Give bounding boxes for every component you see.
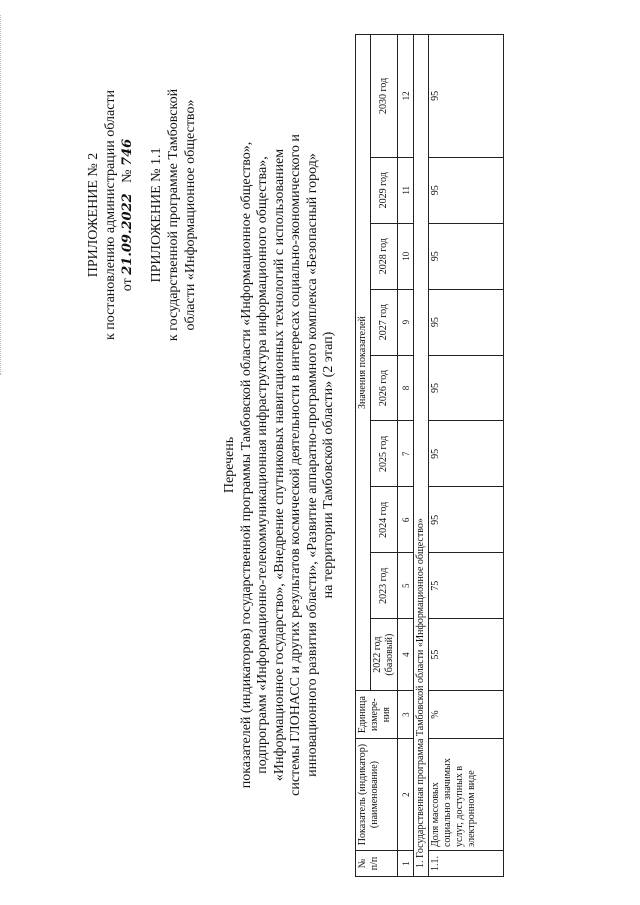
appendix-header: [85, 85, 199, 345]
row-unit: %: [429, 691, 504, 739]
column-number: 8: [398, 355, 414, 421]
header-year: 2029 год: [371, 157, 398, 223]
column-number: 9: [398, 289, 414, 355]
date-prefix: от: [120, 278, 135, 292]
column-number: 10: [398, 223, 414, 289]
column-number: 12: [398, 35, 414, 158]
column-number: 2: [398, 739, 414, 851]
header-num: № п/п: [356, 851, 398, 877]
decree-date: 21.09.2022: [120, 193, 135, 275]
column-number-row: [398, 35, 414, 877]
row-num: 1.1.: [429, 851, 504, 877]
row-value: 95: [429, 421, 504, 487]
header-year: 2030 год: [371, 35, 398, 158]
decree-number: 746: [120, 138, 135, 166]
header-values-group: Значения показателей: [356, 35, 371, 691]
section-title: 1. Государственная программа Тамбовской области «Информационное общество»: [414, 35, 429, 877]
row-value: 95: [429, 355, 504, 421]
column-number: 7: [398, 421, 414, 487]
title-heading: Перечень: [222, 436, 237, 494]
header-indicator: Показатель (индикатор) (наименование): [356, 739, 398, 851]
header-year: 2022 год (базовый): [371, 619, 398, 691]
header-year: 2027 год: [371, 289, 398, 355]
column-number: 1: [398, 851, 414, 877]
column-number: 6: [398, 487, 414, 553]
decree-date-line: [119, 85, 136, 345]
header-year: 2024 год: [371, 487, 398, 553]
program-line-2: области «Информационное общество»: [183, 99, 198, 331]
column-number: 4: [398, 619, 414, 691]
table-row: [429, 35, 504, 877]
column-number: 11: [398, 157, 414, 223]
decree-line: к постановлению администрации области: [103, 89, 118, 341]
appendix-2-title: ПРИЛОЖЕНИЕ № 2: [86, 152, 101, 278]
document-title: [222, 55, 338, 875]
title-line: подпрограмм «Информационно-телекоммуникационная инфраструктура информационного общества»,: [255, 156, 270, 774]
title-line: системы ГЛОНАСС и других результатов космической деятельности в интересах социально-экономического и: [288, 134, 303, 796]
header-year: 2023 год: [371, 553, 398, 619]
number-prefix: №: [120, 169, 135, 183]
row-value: 95: [429, 223, 504, 289]
appendix-1-1-title: ПРИЛОЖЕНИЕ № 1.1: [149, 147, 164, 283]
row-value: 95: [429, 487, 504, 553]
header-year: 2028 год: [371, 223, 398, 289]
row-value: 55: [429, 619, 504, 691]
row-value: 95: [429, 157, 504, 223]
header-row: [356, 35, 371, 877]
title-line: «Информационное государство», «Внедрение спутниковых навигационных технологий с использованием: [271, 148, 287, 782]
column-number: 3: [398, 691, 414, 739]
program-line-1: к государственной программе Тамбовской: [166, 88, 181, 342]
indicators-table: [355, 34, 504, 877]
header-year: 2026 год: [371, 355, 398, 421]
row-value: 95: [429, 289, 504, 355]
row-value: 75: [429, 553, 504, 619]
row-value: 95: [429, 35, 504, 158]
section-row: [414, 35, 429, 877]
row-indicator-name: Доля массовых социально значимых услуг, доступных в электронном виде: [429, 739, 504, 851]
title-line: показателей (индикаторов) государственной программы Тамбовской области «Информационное общество»,: [238, 141, 254, 789]
header-unit: Единица измере-ния: [356, 691, 398, 739]
title-line: инновационного развития области», «Развитие аппаратно-программного комплекса «Безопасный город»: [304, 153, 320, 777]
title-line: на территории Тамбовской области» (2 этап): [321, 331, 336, 599]
header-year: 2025 год: [371, 421, 398, 487]
column-number: 5: [398, 553, 414, 619]
scan-edge: [0, 15, 7, 375]
